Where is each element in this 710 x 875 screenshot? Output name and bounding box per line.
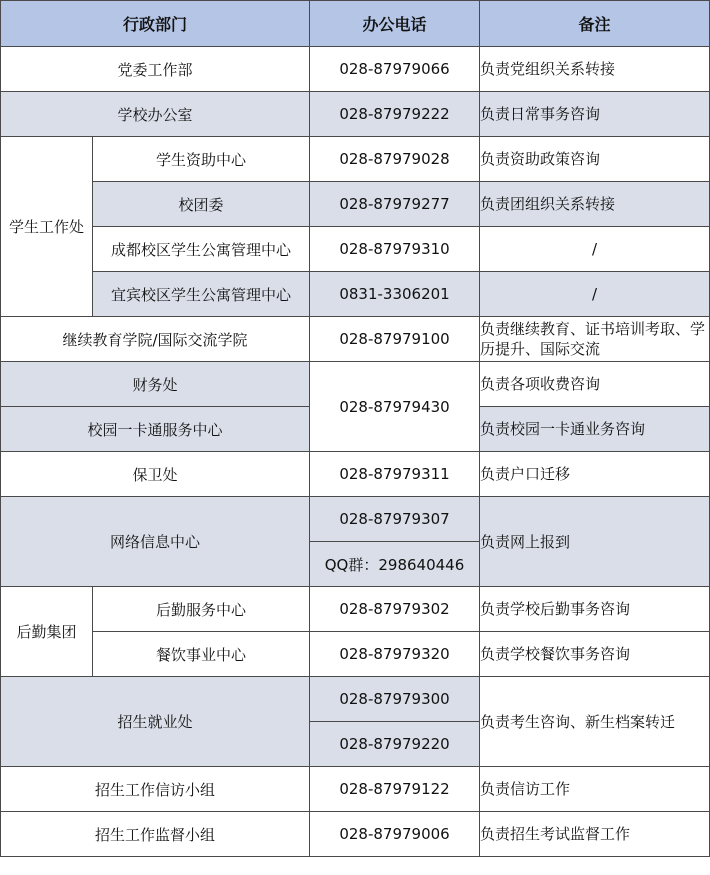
phone-cell: 028-87979277 bbox=[310, 182, 480, 227]
note-cell: 负责党组织关系转接 bbox=[480, 47, 710, 92]
dept-cell: 学校办公室 bbox=[1, 92, 310, 137]
dept-cell: 校团委 bbox=[93, 182, 310, 227]
note-cell: 负责校园一卡通业务咨询 bbox=[480, 407, 710, 452]
table-row bbox=[1, 137, 710, 182]
note-cell: 负责网上报到 bbox=[480, 497, 710, 587]
note-cell: 负责各项收费咨询 bbox=[480, 362, 710, 407]
note-cell: 负责考生咨询、新生档案转迁 bbox=[480, 677, 710, 767]
dept-cell: 招生工作监督小组 bbox=[1, 812, 310, 857]
table-row bbox=[1, 182, 710, 227]
header-phone: 办公电话 bbox=[310, 1, 480, 47]
phone-cell-secondary: 028-87979220 bbox=[310, 722, 480, 767]
phone-cell: 028-87979028 bbox=[310, 137, 480, 182]
group-cell: 学生工作处 bbox=[1, 137, 93, 317]
phone-cell: 028-87979307 bbox=[310, 497, 480, 542]
dept-cell: 招生工作信访小组 bbox=[1, 767, 310, 812]
note-cell: 负责信访工作 bbox=[480, 767, 710, 812]
group-cell: 后勤集团 bbox=[1, 587, 93, 677]
note-cell: 负责团组织关系转接 bbox=[480, 182, 710, 227]
phone-cell: 028-87979302 bbox=[310, 587, 480, 632]
table-row bbox=[1, 632, 710, 677]
table-row bbox=[1, 812, 710, 857]
dept-cell: 学生资助中心 bbox=[93, 137, 310, 182]
dept-cell: 党委工作部 bbox=[1, 47, 310, 92]
header-row bbox=[1, 1, 710, 47]
dept-cell: 餐饮事业中心 bbox=[93, 632, 310, 677]
dept-cell: 后勤服务中心 bbox=[93, 587, 310, 632]
note-cell: 负责学校后勤事务咨询 bbox=[480, 587, 710, 632]
note-cell: 负责招生考试监督工作 bbox=[480, 812, 710, 857]
table-row bbox=[1, 227, 710, 272]
table-row bbox=[1, 587, 710, 632]
table-row bbox=[1, 272, 710, 317]
header-dept: 行政部门 bbox=[1, 1, 310, 47]
phone-cell: 028-87979222 bbox=[310, 92, 480, 137]
dept-cell: 校园一卡通服务中心 bbox=[1, 407, 310, 452]
phone-cell: 0831-3306201 bbox=[310, 272, 480, 317]
table-row bbox=[1, 497, 710, 542]
table-row bbox=[1, 317, 710, 362]
note-cell: / bbox=[480, 272, 710, 317]
dept-cell: 宜宾校区学生公寓管理中心 bbox=[93, 272, 310, 317]
phone-cell: 028-87979066 bbox=[310, 47, 480, 92]
dept-cell: 网络信息中心 bbox=[1, 497, 310, 587]
phone-cell: 028-87979320 bbox=[310, 632, 480, 677]
note-cell: 负责日常事务咨询 bbox=[480, 92, 710, 137]
dept-cell: 成都校区学生公寓管理中心 bbox=[93, 227, 310, 272]
dept-cell: 继续教育学院/国际交流学院 bbox=[1, 317, 310, 362]
phone-cell: 028-87979311 bbox=[310, 452, 480, 497]
header-note: 备注 bbox=[480, 1, 710, 47]
note-cell: 负责继续教育、证书培训考取、学历提升、国际交流 bbox=[480, 317, 710, 362]
table-row bbox=[1, 452, 710, 497]
phone-cell: 028-87979300 bbox=[310, 677, 480, 722]
phone-cell: 028-87979006 bbox=[310, 812, 480, 857]
phone-cell: 028-87979100 bbox=[310, 317, 480, 362]
phone-cell-secondary: QQ群：298640446 bbox=[310, 542, 480, 587]
note-cell: 负责学校餐饮事务咨询 bbox=[480, 632, 710, 677]
note-cell: / bbox=[480, 227, 710, 272]
note-cell: 负责资助政策咨询 bbox=[480, 137, 710, 182]
table-row bbox=[1, 47, 710, 92]
table-row bbox=[1, 362, 710, 407]
phone-cell: 028-87979122 bbox=[310, 767, 480, 812]
table-row bbox=[1, 767, 710, 812]
table-row bbox=[1, 92, 710, 137]
dept-cell: 财务处 bbox=[1, 362, 310, 407]
table-row bbox=[1, 677, 710, 722]
note-cell: 负责户口迁移 bbox=[480, 452, 710, 497]
phone-cell: 028-87979430 bbox=[310, 362, 480, 452]
dept-cell: 招生就业处 bbox=[1, 677, 310, 767]
dept-cell: 保卫处 bbox=[1, 452, 310, 497]
phone-cell: 028-87979310 bbox=[310, 227, 480, 272]
